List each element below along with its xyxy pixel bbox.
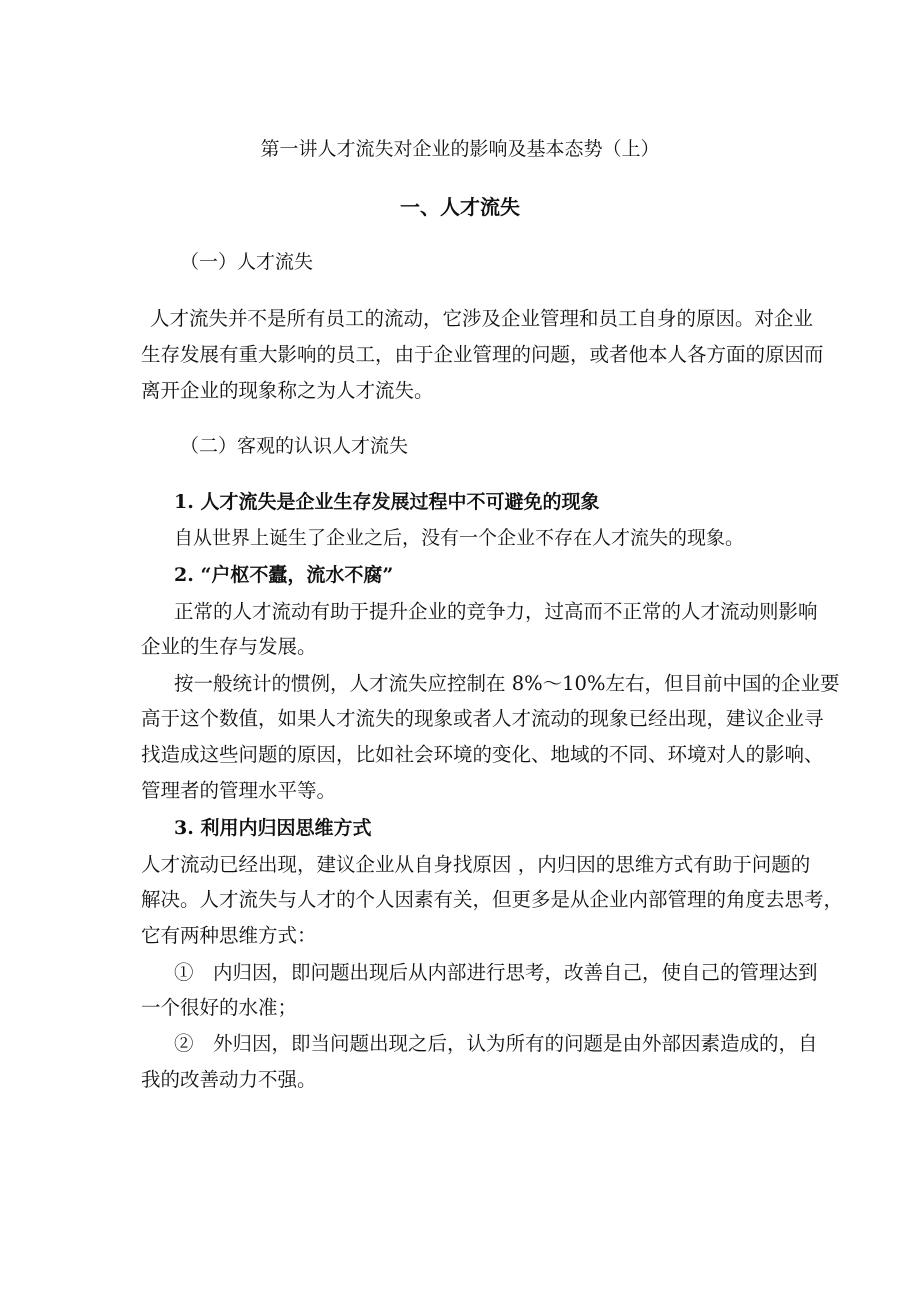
paragraph-line: 解决。人才流失与人才的个人因素有关，但更多是从企业内部管理的角度去思考， — [141, 888, 844, 911]
paragraph-line: 正常的人才流动有助于提升企业的竞争力，过高而不正常的人才流动则影响 — [174, 600, 818, 623]
item-1-text: 自从世界上诞生了企业之后，没有一个企业不存在人才流失的现象。 — [174, 527, 745, 549]
subsection-heading-1: （一）人才流失 — [180, 251, 314, 273]
paragraph-line: 人才流动已经出现，建议企业从自身找原因 ，内归因的思维方式有助于问题的 — [141, 853, 811, 876]
document-title: 第一讲人才流失对企业的影响及基本态势（上） — [260, 138, 660, 160]
item-3-title: 3. 利用内归因思维方式 — [174, 817, 372, 839]
point-2-line: 我的改善动力不强。 — [141, 1068, 317, 1091]
item-1-title: 1. 人才流失是企业生存发展过程中不可避免的现象 — [174, 491, 600, 513]
paragraph-line: 人才流失并不是所有员工的流动，它涉及企业管理和员工自身的原因。对企业 — [150, 307, 814, 330]
item-2-title: 2. “户枢不蠹，流水不腐” — [174, 564, 394, 586]
point-1-line: ① 内归因，即问题出现后从内部进行思考，改善自己，使自己的管理达到 — [174, 961, 818, 984]
point-2-line: ② 外归因，即当问题出现之后，认为所有的问题是由外部因素造成的，自 — [174, 1032, 818, 1055]
paragraph-line: 按一般统计的惯例，人才流失应控制在 8%～10%左右，但目前中国的企业要 — [174, 672, 840, 695]
paragraph-line: 高于这个数值，如果人才流失的现象或者人才流动的现象已经出现，建议企业寻 — [141, 707, 824, 730]
paragraph-line: 管理者的管理水平等。 — [141, 779, 337, 802]
paragraph-line: 企业的生存与发展。 — [141, 635, 317, 658]
paragraph-line: 找造成这些问题的原因，比如社会环境的变化、地域的不同、环境对人的影响、 — [141, 743, 824, 766]
subsection-heading-2: （二）客观的认识人才流失 — [180, 435, 409, 457]
section-heading: 一、人才流失 — [400, 195, 520, 219]
point-1-line: 一个很好的水准； — [141, 996, 298, 1019]
paragraph-line: 生存发展有重大影响的员工，由于企业管理的问题，或者他本人各方面的原因而 — [141, 343, 824, 366]
paragraph-line: 它有两种思维方式： — [141, 924, 317, 947]
paragraph-line: 离开企业的现象称之为人才流失。 — [141, 379, 434, 402]
